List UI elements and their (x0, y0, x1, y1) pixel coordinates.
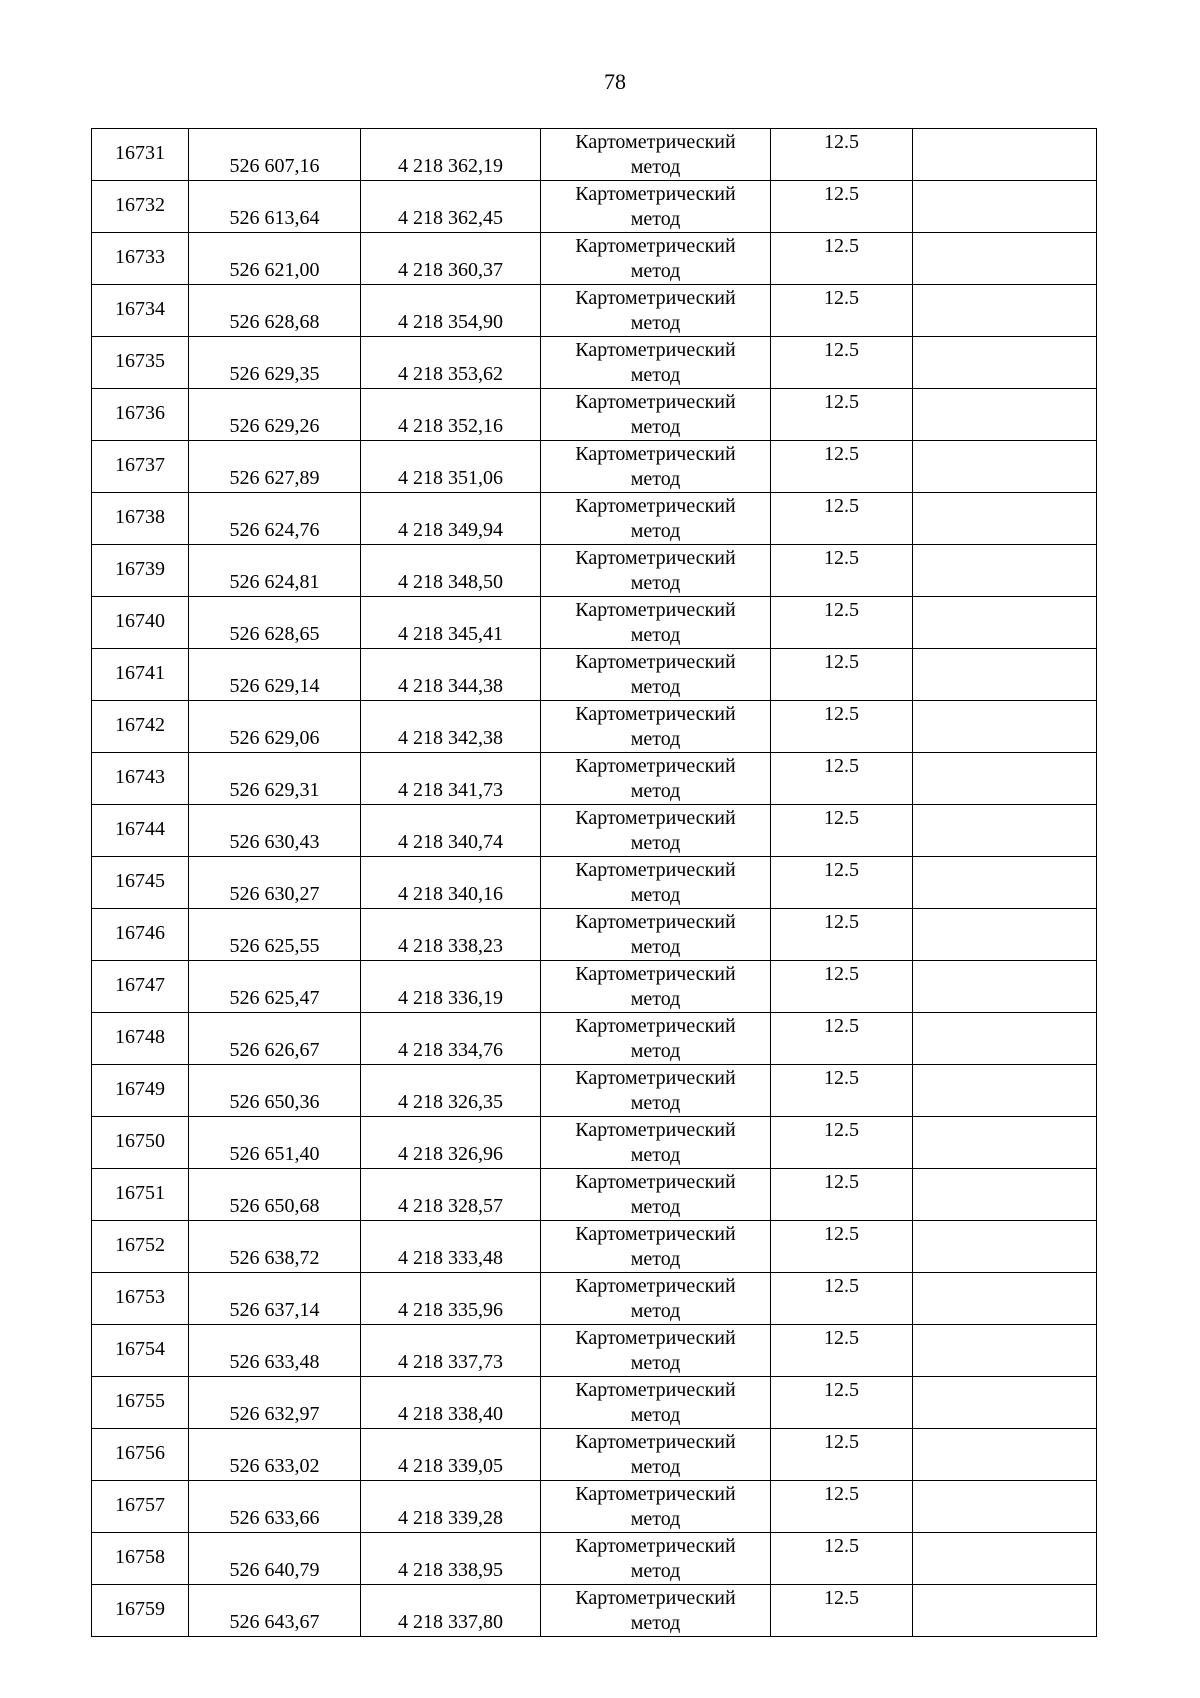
table-row (92, 1585, 1097, 1637)
accuracy-cell: 12.5 (771, 1013, 913, 1065)
accuracy-cell: 12.5 (771, 1221, 913, 1273)
y-coordinate-cell: 4 218 334,76 (361, 1013, 541, 1065)
method-line-1: Картометрический (575, 651, 736, 673)
method-cell (541, 1273, 771, 1325)
table-row (92, 1429, 1097, 1481)
empty-cell (913, 1377, 1097, 1429)
y-coordinate-cell: 4 218 337,73 (361, 1325, 541, 1377)
x-coordinate-cell: 526 630,43 (189, 805, 361, 857)
table-row (92, 961, 1097, 1013)
y-coordinate-cell: 4 218 339,05 (361, 1429, 541, 1481)
table-row (92, 597, 1097, 649)
method-cell (541, 753, 771, 805)
empty-cell (913, 701, 1097, 753)
table-row (92, 701, 1097, 753)
empty-cell (913, 649, 1097, 701)
method-line-1: Картометрический (575, 599, 736, 621)
x-coordinate-cell: 526 637,14 (189, 1273, 361, 1325)
y-coordinate-cell: 4 218 349,94 (361, 493, 541, 545)
x-coordinate-cell: 526 633,02 (189, 1429, 361, 1481)
accuracy-cell: 12.5 (771, 1429, 913, 1481)
x-coordinate-cell: 526 607,16 (189, 129, 361, 181)
y-coordinate-cell: 4 218 342,38 (361, 701, 541, 753)
x-coordinate-cell: 526 629,26 (189, 389, 361, 441)
method-cell (541, 597, 771, 649)
method-line-2: метод (630, 1560, 681, 1582)
table-row (92, 909, 1097, 961)
method-line-2: метод (630, 1508, 681, 1530)
y-coordinate-cell: 4 218 326,96 (361, 1117, 541, 1169)
method-cell (541, 1429, 771, 1481)
x-coordinate-cell: 526 629,31 (189, 753, 361, 805)
accuracy-cell: 12.5 (771, 545, 913, 597)
method-line-2: метод (630, 156, 681, 178)
method-line-1: Картометрический (575, 807, 736, 829)
empty-cell (913, 1013, 1097, 1065)
table-row (92, 753, 1097, 805)
method-cell (541, 1169, 771, 1221)
x-coordinate-cell: 526 633,66 (189, 1481, 361, 1533)
table-row (92, 1377, 1097, 1429)
method-line-2: метод (630, 1456, 681, 1478)
accuracy-cell: 12.5 (771, 909, 913, 961)
table-row (92, 857, 1097, 909)
method-cell (541, 1013, 771, 1065)
accuracy-cell: 12.5 (771, 337, 913, 389)
x-coordinate-cell: 526 624,76 (189, 493, 361, 545)
table-row (92, 1065, 1097, 1117)
empty-cell (913, 389, 1097, 441)
method-cell (541, 961, 771, 1013)
method-cell (541, 649, 771, 701)
empty-cell (913, 337, 1097, 389)
coordinates-table-body (92, 129, 1097, 1637)
method-line-2: метод (630, 936, 681, 958)
method-cell (541, 441, 771, 493)
accuracy-cell: 12.5 (771, 181, 913, 233)
method-cell (541, 1585, 771, 1637)
table-row (92, 337, 1097, 389)
table-row (92, 233, 1097, 285)
accuracy-cell: 12.5 (771, 857, 913, 909)
empty-cell (913, 857, 1097, 909)
empty-cell (913, 961, 1097, 1013)
method-line-2: метод (630, 676, 681, 698)
x-coordinate-cell: 526 629,14 (189, 649, 361, 701)
point-number-cell: 16758 (92, 1533, 189, 1585)
method-cell (541, 1533, 771, 1585)
accuracy-cell: 12.5 (771, 1169, 913, 1221)
empty-cell (913, 285, 1097, 337)
point-number-cell: 16738 (92, 493, 189, 545)
method-line-1: Картометрический (575, 443, 736, 465)
method-line-2: метод (630, 884, 681, 906)
method-cell (541, 545, 771, 597)
empty-cell (913, 805, 1097, 857)
point-number-cell: 16755 (92, 1377, 189, 1429)
point-number-cell: 16750 (92, 1117, 189, 1169)
method-line-1: Картометрический (575, 755, 736, 777)
method-cell (541, 181, 771, 233)
method-line-2: метод (630, 312, 681, 334)
table-row (92, 285, 1097, 337)
method-line-1: Картометрический (575, 1535, 736, 1557)
accuracy-cell: 12.5 (771, 1377, 913, 1429)
point-number-cell: 16737 (92, 441, 189, 493)
method-line-1: Картометрический (575, 1431, 736, 1453)
method-line-2: метод (630, 728, 681, 750)
table-row (92, 1221, 1097, 1273)
method-cell (541, 337, 771, 389)
empty-cell (913, 545, 1097, 597)
method-line-1: Картометрический (575, 1587, 736, 1609)
point-number-cell: 16754 (92, 1325, 189, 1377)
method-line-2: метод (630, 468, 681, 490)
y-coordinate-cell: 4 218 337,80 (361, 1585, 541, 1637)
empty-cell (913, 1533, 1097, 1585)
y-coordinate-cell: 4 218 336,19 (361, 961, 541, 1013)
method-line-1: Картометрический (575, 1379, 736, 1401)
x-coordinate-cell: 526 633,48 (189, 1325, 361, 1377)
empty-cell (913, 181, 1097, 233)
table-row (92, 1533, 1097, 1585)
point-number-cell: 16744 (92, 805, 189, 857)
point-number-cell: 16746 (92, 909, 189, 961)
method-line-1: Картометрический (575, 235, 736, 257)
method-line-2: метод (630, 624, 681, 646)
x-coordinate-cell: 526 629,06 (189, 701, 361, 753)
table-row (92, 649, 1097, 701)
method-line-2: метод (630, 416, 681, 438)
method-line-2: метод (630, 520, 681, 542)
empty-cell (913, 1585, 1097, 1637)
method-cell (541, 389, 771, 441)
point-number-cell: 16757 (92, 1481, 189, 1533)
method-line-1: Картометрический (575, 495, 736, 517)
empty-cell (913, 597, 1097, 649)
x-coordinate-cell: 526 629,35 (189, 337, 361, 389)
method-cell (541, 1117, 771, 1169)
y-coordinate-cell: 4 218 338,95 (361, 1533, 541, 1585)
accuracy-cell: 12.5 (771, 389, 913, 441)
method-cell (541, 285, 771, 337)
method-cell (541, 1377, 771, 1429)
x-coordinate-cell: 526 638,72 (189, 1221, 361, 1273)
accuracy-cell: 12.5 (771, 1065, 913, 1117)
table-row (92, 1273, 1097, 1325)
table-row (92, 441, 1097, 493)
accuracy-cell: 12.5 (771, 285, 913, 337)
y-coordinate-cell: 4 218 338,23 (361, 909, 541, 961)
empty-cell (913, 1273, 1097, 1325)
y-coordinate-cell: 4 218 353,62 (361, 337, 541, 389)
method-line-1: Картометрический (575, 1223, 736, 1245)
method-line-1: Картометрический (575, 703, 736, 725)
x-coordinate-cell: 526 621,00 (189, 233, 361, 285)
method-line-1: Картометрический (575, 287, 736, 309)
y-coordinate-cell: 4 218 340,16 (361, 857, 541, 909)
table-row (92, 1325, 1097, 1377)
method-cell (541, 233, 771, 285)
x-coordinate-cell: 526 651,40 (189, 1117, 361, 1169)
table-row (92, 805, 1097, 857)
table-row (92, 545, 1097, 597)
point-number-cell: 16736 (92, 389, 189, 441)
y-coordinate-cell: 4 218 339,28 (361, 1481, 541, 1533)
empty-cell (913, 493, 1097, 545)
accuracy-cell: 12.5 (771, 1273, 913, 1325)
method-line-1: Картометрический (575, 183, 736, 205)
point-number-cell: 16749 (92, 1065, 189, 1117)
method-line-1: Картометрический (575, 859, 736, 881)
x-coordinate-cell: 526 626,67 (189, 1013, 361, 1065)
table-row (92, 129, 1097, 181)
empty-cell (913, 909, 1097, 961)
point-number-cell: 16751 (92, 1169, 189, 1221)
method-line-2: метод (630, 1196, 681, 1218)
method-cell (541, 1065, 771, 1117)
x-coordinate-cell: 526 640,79 (189, 1533, 361, 1585)
accuracy-cell: 12.5 (771, 753, 913, 805)
y-coordinate-cell: 4 218 348,50 (361, 545, 541, 597)
table-row (92, 181, 1097, 233)
point-number-cell: 16733 (92, 233, 189, 285)
method-line-2: метод (630, 988, 681, 1010)
empty-cell (913, 1117, 1097, 1169)
method-line-2: метод (630, 260, 681, 282)
x-coordinate-cell: 526 628,68 (189, 285, 361, 337)
empty-cell (913, 1429, 1097, 1481)
method-cell (541, 805, 771, 857)
y-coordinate-cell: 4 218 362,19 (361, 129, 541, 181)
accuracy-cell: 12.5 (771, 493, 913, 545)
method-line-2: метод (630, 1248, 681, 1270)
y-coordinate-cell: 4 218 351,06 (361, 441, 541, 493)
method-line-1: Картометрический (575, 131, 736, 153)
method-line-1: Картометрический (575, 339, 736, 361)
accuracy-cell: 12.5 (771, 1585, 913, 1637)
table-row (92, 389, 1097, 441)
y-coordinate-cell: 4 218 362,45 (361, 181, 541, 233)
method-line-1: Картометрический (575, 1067, 736, 1089)
empty-cell (913, 1169, 1097, 1221)
y-coordinate-cell: 4 218 326,35 (361, 1065, 541, 1117)
point-number-cell: 16742 (92, 701, 189, 753)
method-line-1: Картометрический (575, 547, 736, 569)
y-coordinate-cell: 4 218 354,90 (361, 285, 541, 337)
point-number-cell: 16756 (92, 1429, 189, 1481)
accuracy-cell: 12.5 (771, 129, 913, 181)
point-number-cell: 16743 (92, 753, 189, 805)
empty-cell (913, 233, 1097, 285)
point-number-cell: 16752 (92, 1221, 189, 1273)
empty-cell (913, 129, 1097, 181)
point-number-cell: 16734 (92, 285, 189, 337)
method-cell (541, 1481, 771, 1533)
y-coordinate-cell: 4 218 328,57 (361, 1169, 541, 1221)
method-line-1: Картометрический (575, 1275, 736, 1297)
method-line-2: метод (630, 572, 681, 594)
method-line-2: метод (630, 1352, 681, 1374)
method-line-2: метод (630, 1612, 681, 1634)
accuracy-cell: 12.5 (771, 701, 913, 753)
method-line-1: Картометрический (575, 1327, 736, 1349)
method-line-1: Картометрический (575, 1483, 736, 1505)
x-coordinate-cell: 526 613,64 (189, 181, 361, 233)
method-line-2: метод (630, 780, 681, 802)
y-coordinate-cell: 4 218 341,73 (361, 753, 541, 805)
method-line-1: Картометрический (575, 391, 736, 413)
y-coordinate-cell: 4 218 344,38 (361, 649, 541, 701)
table-row (92, 493, 1097, 545)
accuracy-cell: 12.5 (771, 1325, 913, 1377)
coordinates-table (91, 128, 1097, 1637)
accuracy-cell: 12.5 (771, 233, 913, 285)
y-coordinate-cell: 4 218 345,41 (361, 597, 541, 649)
point-number-cell: 16731 (92, 129, 189, 181)
page-number: 78 (604, 69, 626, 94)
point-number-cell: 16740 (92, 597, 189, 649)
point-number-cell: 16745 (92, 857, 189, 909)
x-coordinate-cell: 526 630,27 (189, 857, 361, 909)
method-line-2: метод (630, 364, 681, 386)
y-coordinate-cell: 4 218 335,96 (361, 1273, 541, 1325)
accuracy-cell: 12.5 (771, 597, 913, 649)
point-number-cell: 16735 (92, 337, 189, 389)
x-coordinate-cell: 526 624,81 (189, 545, 361, 597)
x-coordinate-cell: 526 650,36 (189, 1065, 361, 1117)
method-cell (541, 129, 771, 181)
method-line-1: Картометрический (575, 1171, 736, 1193)
empty-cell (913, 441, 1097, 493)
method-line-2: метод (630, 1404, 681, 1426)
method-line-2: метод (630, 832, 681, 854)
accuracy-cell: 12.5 (771, 441, 913, 493)
empty-cell (913, 1221, 1097, 1273)
point-number-cell: 16739 (92, 545, 189, 597)
y-coordinate-cell: 4 218 338,40 (361, 1377, 541, 1429)
method-cell (541, 1325, 771, 1377)
point-number-cell: 16732 (92, 181, 189, 233)
accuracy-cell: 12.5 (771, 961, 913, 1013)
table-row (92, 1481, 1097, 1533)
method-line-2: метод (630, 208, 681, 230)
x-coordinate-cell: 526 632,97 (189, 1377, 361, 1429)
method-line-1: Картометрический (575, 1015, 736, 1037)
point-number-cell: 16753 (92, 1273, 189, 1325)
method-line-2: метод (630, 1300, 681, 1322)
point-number-cell: 16759 (92, 1585, 189, 1637)
table-row (92, 1169, 1097, 1221)
empty-cell (913, 753, 1097, 805)
method-line-2: метод (630, 1144, 681, 1166)
method-line-2: метод (630, 1092, 681, 1114)
y-coordinate-cell: 4 218 360,37 (361, 233, 541, 285)
y-coordinate-cell: 4 218 340,74 (361, 805, 541, 857)
method-cell (541, 701, 771, 753)
method-cell (541, 493, 771, 545)
x-coordinate-cell: 526 650,68 (189, 1169, 361, 1221)
empty-cell (913, 1481, 1097, 1533)
accuracy-cell: 12.5 (771, 1117, 913, 1169)
method-line-1: Картометрический (575, 911, 736, 933)
accuracy-cell: 12.5 (771, 805, 913, 857)
method-line-2: метод (630, 1040, 681, 1062)
x-coordinate-cell: 526 628,65 (189, 597, 361, 649)
accuracy-cell: 12.5 (771, 649, 913, 701)
method-cell (541, 1221, 771, 1273)
y-coordinate-cell: 4 218 333,48 (361, 1221, 541, 1273)
accuracy-cell: 12.5 (771, 1533, 913, 1585)
method-line-1: Картометрический (575, 1119, 736, 1141)
x-coordinate-cell: 526 627,89 (189, 441, 361, 493)
empty-cell (913, 1065, 1097, 1117)
table-row (92, 1117, 1097, 1169)
empty-cell (913, 1325, 1097, 1377)
accuracy-cell: 12.5 (771, 1481, 913, 1533)
point-number-cell: 16747 (92, 961, 189, 1013)
table-row (92, 1013, 1097, 1065)
method-cell (541, 909, 771, 961)
y-coordinate-cell: 4 218 352,16 (361, 389, 541, 441)
x-coordinate-cell: 526 625,47 (189, 961, 361, 1013)
method-line-1: Картометрический (575, 963, 736, 985)
method-cell (541, 857, 771, 909)
point-number-cell: 16748 (92, 1013, 189, 1065)
point-number-cell: 16741 (92, 649, 189, 701)
x-coordinate-cell: 526 625,55 (189, 909, 361, 961)
x-coordinate-cell: 526 643,67 (189, 1585, 361, 1637)
